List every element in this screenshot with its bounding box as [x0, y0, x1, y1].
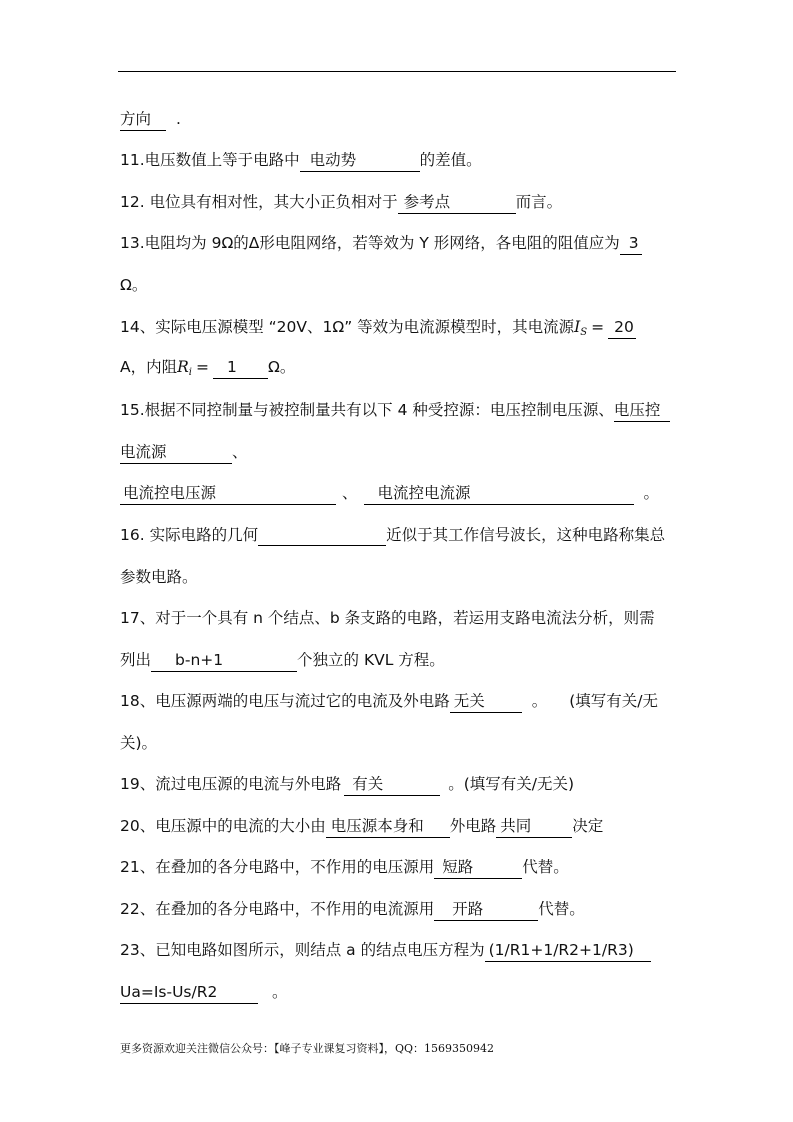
q19-answer: 有关	[344, 775, 440, 796]
question-23	[120, 939, 651, 962]
q16-tail: 近似于其工作信号波长，这种电路称集总	[386, 526, 666, 544]
question-18	[120, 690, 658, 713]
question-11	[120, 149, 482, 172]
q12-tail: 而言。	[515, 193, 563, 211]
q17-text: 17、对于一个具有 n 个结点、b 条支路的电路，若运用支路电流法分析，则需	[120, 609, 655, 627]
line-direction	[120, 108, 181, 131]
q15c-answer-2: 电流控电流源	[364, 484, 634, 505]
question-15	[120, 399, 670, 422]
q12-answer: 参考点	[398, 193, 516, 214]
q14-equals: =	[591, 318, 605, 336]
q23b-tail: 。	[272, 983, 288, 1001]
header-rule	[118, 71, 676, 72]
q18-text: 18、电压源两端的电压与流过它的电流及外电路	[120, 692, 450, 710]
q12-text: 12. 电位具有相对性，其大小正负相对于	[120, 193, 398, 211]
q20-answer-2: 共同	[496, 817, 572, 838]
question-21	[120, 856, 569, 879]
q15c-answer-1: 电流控电压源	[120, 484, 336, 505]
q15b-answer: 电流源	[120, 443, 232, 464]
q18-hint: (填写有关/无	[569, 692, 659, 710]
q11-text: 11.电压数值上等于电路中	[120, 151, 300, 169]
period: .	[176, 110, 181, 128]
q14b-tail: Ω。	[267, 358, 296, 376]
q19-text: 19、流过电压源的电流与外电路	[120, 775, 342, 793]
question-15-cont	[120, 441, 248, 464]
q11-tail: 的差值。	[419, 151, 482, 169]
q14b-equals: =	[195, 358, 209, 376]
q15c-tail: 。	[643, 484, 660, 502]
q13-text: 13.电阻均为 9Ω的Δ形电阻网络，若等效为 Y 形网络，各电阻的阻值应为	[120, 234, 620, 252]
q15-text: 15.根据不同控制量与被控制量共有以下 4 种受控源：电压控制电压源、	[120, 401, 614, 419]
answer-direction: 方向	[120, 110, 166, 131]
q20-middle: 外电路	[449, 817, 497, 835]
q15c-separator: 、	[342, 484, 358, 502]
q15-answer: 电压控	[614, 401, 670, 422]
question-17	[120, 607, 655, 629]
question-19	[120, 773, 574, 796]
q20-text: 20、电压源中的电流的大小由	[120, 817, 326, 835]
q13-tail: Ω。	[120, 276, 148, 294]
question-15-cont2	[120, 482, 659, 505]
q14-symbol: I	[574, 318, 581, 336]
question-14	[120, 316, 636, 344]
q20-answer-1: 电压源本身和	[326, 817, 450, 838]
q18-answer: 无关	[450, 692, 522, 713]
q21-text: 21、在叠加的各分电路中，不作用的电压源用	[120, 858, 435, 876]
question-18-cont	[120, 732, 157, 754]
q14b-subscript: i	[188, 367, 192, 378]
q22-answer: 开路	[434, 900, 538, 921]
q18b-text: 关)。	[120, 734, 158, 752]
q11-answer: 电动势	[300, 151, 420, 172]
question-23-cont	[120, 981, 288, 1004]
q22-tail: 代替。	[538, 900, 585, 918]
q20-tail: 决定	[572, 817, 604, 835]
q22-text: 22、在叠加的各分电路中，不作用的电流源用	[120, 900, 435, 918]
q14b-symbol: R	[177, 358, 189, 376]
q15b-tail: 、	[232, 443, 248, 461]
question-12	[120, 191, 562, 214]
q21-tail: 代替。	[522, 858, 569, 876]
q14-text: 14、实际电压源模型 “20V、1Ω” 等效为电流源模型时，其电流源	[120, 318, 575, 336]
question-22	[120, 898, 585, 921]
q14b-answer: 1	[213, 358, 268, 379]
q21-answer: 短路	[434, 858, 522, 879]
q18-period: 。	[531, 692, 548, 710]
q14-subscript: S	[580, 327, 588, 338]
q13-answer: 3	[620, 234, 642, 255]
question-20	[120, 815, 603, 838]
q23-answer: (1/R1+1/R2+1/R3)	[485, 941, 651, 962]
question-14-cont	[120, 356, 295, 384]
q16-text: 16. 实际电路的几何	[120, 526, 259, 544]
q14b-text: A，内阻	[120, 358, 178, 376]
question-13-cont	[120, 274, 147, 296]
q23-text: 23、已知电路如图所示，则结点 a 的结点电压方程为	[120, 941, 485, 959]
q17b-text: 列出	[120, 651, 152, 669]
q14-answer: 20	[608, 318, 636, 339]
footer-promo: 更多资源欢迎关注微信公众号：【峰子专业课复习资料】，QQ：1569350942	[120, 1042, 495, 1055]
q17b-tail: 个独立的 KVL 方程。	[297, 651, 445, 669]
q16b-text: 参数电路。	[120, 568, 198, 586]
q17b-answer: b-n+1	[151, 651, 297, 672]
q19-tail: 。(填写有关/无关)	[448, 775, 575, 793]
question-16	[120, 524, 665, 546]
question-16-cont	[120, 566, 198, 588]
q23b-answer: Ua=Is-Us/R2	[120, 983, 258, 1004]
question-13	[120, 232, 642, 255]
question-17-cont	[120, 649, 445, 672]
q16-blank	[258, 527, 386, 546]
